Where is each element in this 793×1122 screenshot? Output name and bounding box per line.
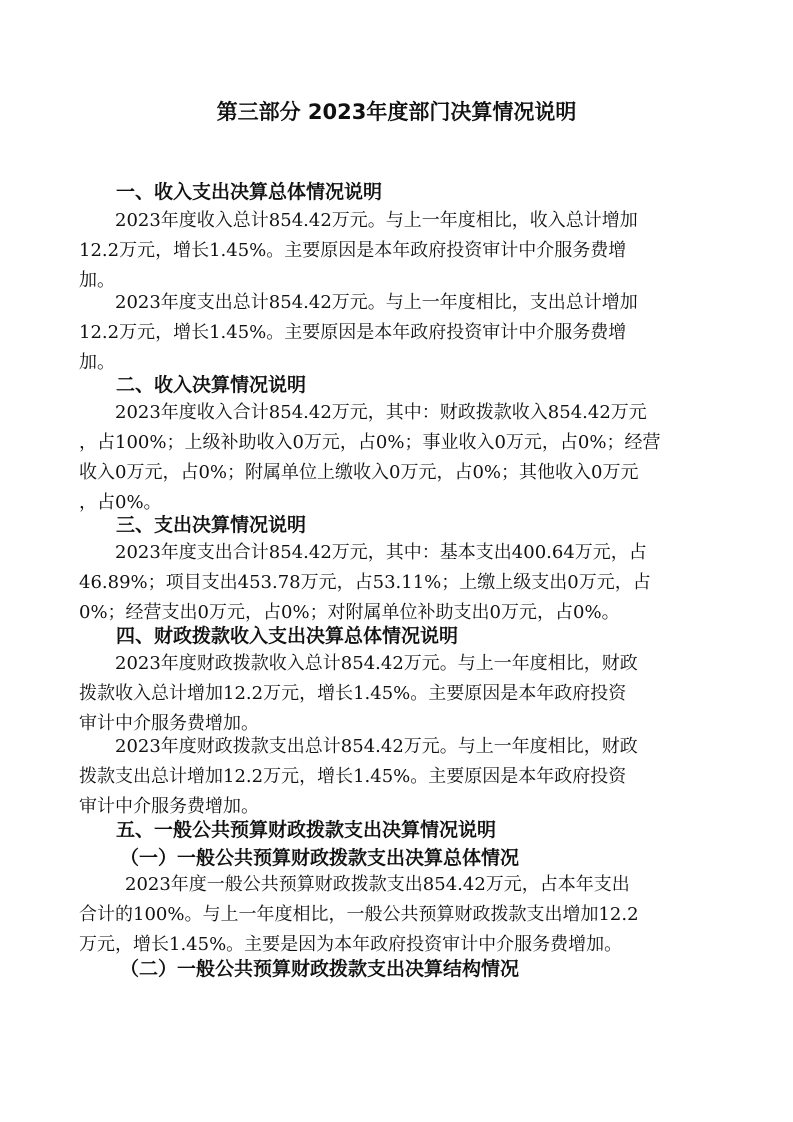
section-heading-3: 三、支出决算情况说明: [116, 514, 307, 536]
paragraph-line: 加。: [79, 352, 115, 373]
paragraph: [79, 870, 729, 960]
paragraph-line: 万元，增长1.45%。主要是因为本年政府投资审计中介服务费增加。: [79, 934, 623, 955]
subsection-heading-2: （二）一般公共预算财政拨款支出决算结构情况: [120, 958, 520, 980]
paragraph-line: 收入0万元，占0%；附属单位上缴收入0万元，占0%；其他收入0万元: [79, 462, 639, 483]
paragraph: [79, 206, 729, 296]
paragraph-line: 审计中介服务费增加。: [79, 713, 259, 734]
page-title: 第三部分 2023年度部门决算情况说明: [216, 100, 577, 124]
paragraph-line: 拨款收入总计增加12.2万元，增长1.45%。主要原因是本年政府投资: [79, 683, 627, 704]
section-heading-2: 二、收入决算情况说明: [116, 374, 307, 396]
section-heading-4: 四、财政拨款收入支出决算总体情况说明: [116, 625, 459, 647]
paragraph-line: 2023年度财政拨款支出总计854.42万元。与上一年度相比，财政: [115, 736, 638, 757]
paragraph-line: 2023年度收入总计854.42万元。与上一年度相比，收入总计增加: [115, 210, 638, 231]
paragraph-line: ，占100%；上级补助收入0万元，占0%；事业收入0万元，占0%；经营: [79, 432, 661, 453]
paragraph-line: 2023年度支出总计854.42万元。与上一年度相比，支出总计增加: [115, 292, 638, 313]
paragraph-line: ，占0%。: [79, 492, 162, 513]
paragraph: [79, 538, 729, 628]
paragraph: [79, 649, 729, 739]
paragraph-line: 12.2万元，增长1.45%。主要原因是本年政府投资审计中介服务费增: [79, 240, 627, 261]
paragraph-line: 审计中介服务费增加。: [79, 796, 259, 817]
subsection-heading-1: （一）一般公共预算财政拨款支出决算总体情况: [120, 847, 520, 869]
section-heading-5: 五、一般公共预算财政拨款支出决算情况说明: [116, 819, 497, 841]
paragraph: [79, 732, 729, 822]
paragraph-line: 46.89%；项目支出453.78万元，占53.11%；上缴上级支出0万元，占: [79, 572, 651, 593]
paragraph-line: 加。: [79, 270, 115, 291]
paragraph-line: 2023年度一般公共预算财政拨款支出854.42万元，占本年支出: [125, 874, 630, 895]
paragraph-line: 2023年度收入合计854.42万元，其中：财政拨款收入854.42万元: [115, 402, 647, 423]
paragraph: [79, 288, 729, 378]
paragraph-line: 拨款支出总计增加12.2万元，增长1.45%。主要原因是本年政府投资: [79, 766, 627, 787]
paragraph-line: 12.2万元，增长1.45%。主要原因是本年政府投资审计中介服务费增: [79, 322, 627, 343]
section-heading-1: 一、收入支出决算总体情况说明: [116, 181, 383, 203]
paragraph-line: 2023年度财政拨款收入总计854.42万元。与上一年度相比，财政: [115, 653, 638, 674]
paragraph-line: 2023年度支出合计854.42万元，其中：基本支出400.64万元，占: [115, 542, 647, 563]
paragraph: [79, 398, 729, 518]
paragraph-line: 合计的100%。与上一年度相比，一般公共预算财政拨款支出增加12.2: [79, 904, 639, 925]
paragraph-line: 0%；经营支出0万元，占0%；对附属单位补助支出0万元，占0%。: [79, 602, 620, 623]
